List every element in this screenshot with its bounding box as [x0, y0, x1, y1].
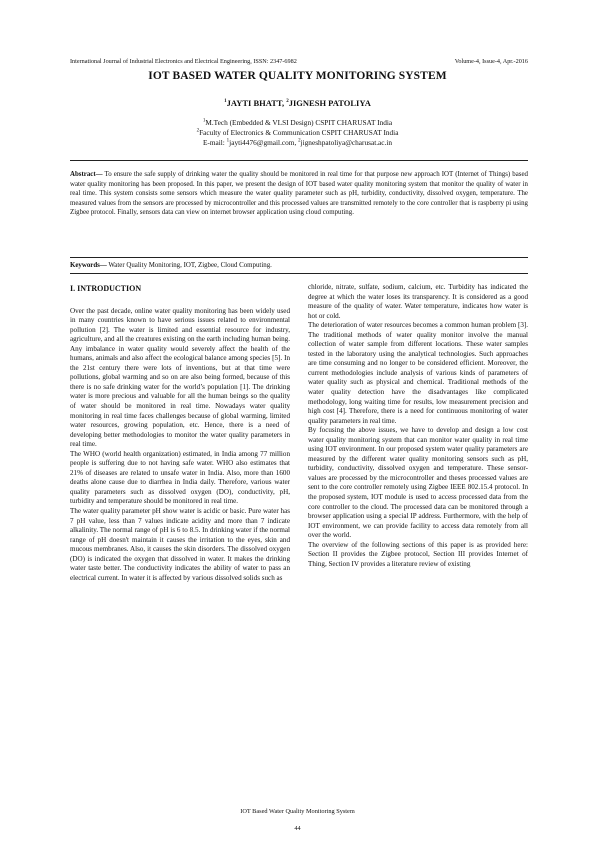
email-prefix: E-mail:	[202, 138, 227, 147]
journal-name: International Journal of Industrial Electronics and Electrical Engineering, ISSN: 2347-6982	[70, 58, 297, 65]
aff2-text: Faculty of Electronics & Communication CSPIT CHARUSAT India	[199, 128, 399, 137]
right-paragraph: The deterioration of water resources becomes a common human problem [3]. The traditional methods of water quality monitor involve the manual collection of water sample from different locations. These water samples tested in the laboratory using the analytical technologies. Such approaches are time consuming and no longer to be considered efficient. Moreover, the current methodologies include analysis of various kinds of parameters of water quality such as physical and chemical. Traditional methods of the water quality detection have the disadvantages like complicated methodology, long waiting time for results, low measurement precision and high cost [4]. Therefore, there is a need for continuous monitoring of water quality parameters in real time.	[308, 321, 528, 425]
rule-top	[70, 160, 528, 161]
author2-name: JIGNESH PATOLIYA	[288, 98, 371, 108]
left-paragraph: The water quality parameter pH show water is acidic or basic. Pure water has 7 pH value, less than 7 values indicate acidity and more than 7 indicate alkalinity. The normal range of pH is 6 to 8.5. In drinking water if the normal range of pH doesn't maintain it causes the irritation to the eyes, skin and mucous membranes. Also, it causes the skin disorders. The dissolved oxygen (DO) is indicated the oxygen that dissolved in water. It makes the drinking water taste better. The conductivity indicates the ability of water to pass an electrical current. In water it is affected by various dissolved solids such as	[70, 507, 290, 582]
rule-middle	[70, 257, 528, 258]
paper-title: IOT BASED WATER QUALITY MONITORING SYSTEM	[148, 70, 447, 82]
left-paragraph: The WHO (world health organization) estimated, in India among 77 million people is suffering due to not having safe water. WHO also estimates that 21% of diseases are related to unsafe water in India. Also, more than 1600 deaths alone cause due to diarrhea in India daily. Therefore, various water quality parameters such as dissolved oxygen (DO), conductivity, pH, turbidity and temperature should be monitored in real time.	[70, 449, 290, 506]
journal-header	[70, 58, 528, 65]
affiliation-2	[0, 128, 595, 138]
aff1-text: M.Tech (Embedded & VLSI Design) CSPIT CHARUSAT India	[205, 118, 393, 127]
email1-superscript: 1	[226, 138, 230, 144]
left-column	[70, 283, 290, 583]
keywords-label: Keywords—	[70, 262, 107, 269]
affiliation-1	[0, 118, 595, 128]
footer-title: IOT Based Water Quality Monitoring System	[240, 808, 355, 815]
author1-superscript: 1	[224, 99, 227, 105]
email-line	[0, 138, 595, 148]
left-paragraph: Over the past decade, online water quality monitoring has been widely used in many countries known to have serious issues related to environmental pollution [2]. The water is limited and essential resource for industry, agriculture, and all the creatures existing on the earth including human being. Any imbalance in water quality would severely affect the health of the humans, animals and also affect the ecological balance among species [5]. In the 21st century there were lots of inventions, but at that time were pollutions, global warming and so on are also being formed, because of this there is no safe drinking water for the world’s population [1]. The drinking water is more precious and valuable for all the human beings so the quality of water should be monitored in real time. Nowadays water quality monitoring in real time faces challenges because of global warming, limited water resources, growing population, etc. Hence, there is a need of developing better methodologies to monitor the water quality parameters in real time.	[70, 306, 290, 449]
section-heading: I. INTRODUCTION	[70, 284, 142, 293]
aff2-superscript: 2	[196, 128, 200, 134]
aff1-superscript: 1	[202, 118, 206, 124]
page-number: 44	[294, 825, 301, 832]
author-line	[0, 98, 595, 108]
right-paragraph: By focusing the above issues, we have to develop and design a low cost water quality monitoring system that can monitor water quality in real time using IOT environment. In our proposed system water quality parameters are measured by the different water quality monitoring sensors such as pH, turbidity, conductivity, dissolved oxygen and temperature. These sensor-values are processed by the microcontroller and theses processed values are sent to the core controller remotely using Zigbee IEEE 802.15.4 protocol. In the proposed system, IOT module is used to access processed data from the core controller to the cloud. The processed data can be monitored through a browser application using a special IP address. Furthermore, with the help of IOT environment, we can provide facility to access data remotely from all over the world.	[308, 426, 528, 540]
rule-bottom	[70, 273, 528, 274]
right-column	[308, 283, 528, 569]
keywords-text: Water Quality Monitoring, IOT, Zigbee, Cloud Computing.	[106, 262, 272, 269]
author2-superscript: 2	[286, 99, 289, 105]
right-paragraph: The overview of the following sections of this paper is as provided here: Section II provides the Zigbee protocol, Section III provides Internet of Thing, Section IV provides a literature review of existing	[308, 540, 528, 568]
right-paragraph: chloride, nitrate, sulfate, sodium, calcium, etc. Turbidity has indicated the degree at which the water loses its transparency. It is considered as a good measure of the quality of water. Water temperature, indicates how water is hot or cold.	[308, 283, 528, 320]
abstract	[70, 170, 528, 218]
volume-info: Volume-4, Issue-4, Apr.-2016	[454, 58, 528, 65]
author1-name: JAYTI BHATT,	[226, 98, 287, 108]
email2: jigneshpatoliya@charusat.ac.in	[300, 138, 393, 147]
abstract-label: Abstract—	[70, 171, 103, 178]
keywords	[70, 262, 528, 269]
abstract-text: To ensure the safe supply of drinking water the quality should be monitored in real time for that purpose new approach IOT (Internet of Things) based water quality monitoring has been proposed. In this paper, we present the design of IOT based water quality monitoring system that monitor the quality of water in real time. This system consists some sensors which measure the water quality parameter such as pH, turbidity, conductivity, dissolved oxygen, temperature. The measured values from the sensors are processed by microcontroller and this processed values are transmitted remotely to the core controller that is raspberry pi using Zigbee protocol. Finally, sensors data can view on internet browser application using cloud computing.	[70, 171, 528, 216]
email1: jayti4476@gmail.com,	[229, 138, 299, 147]
email2-superscript: 2	[298, 138, 301, 144]
